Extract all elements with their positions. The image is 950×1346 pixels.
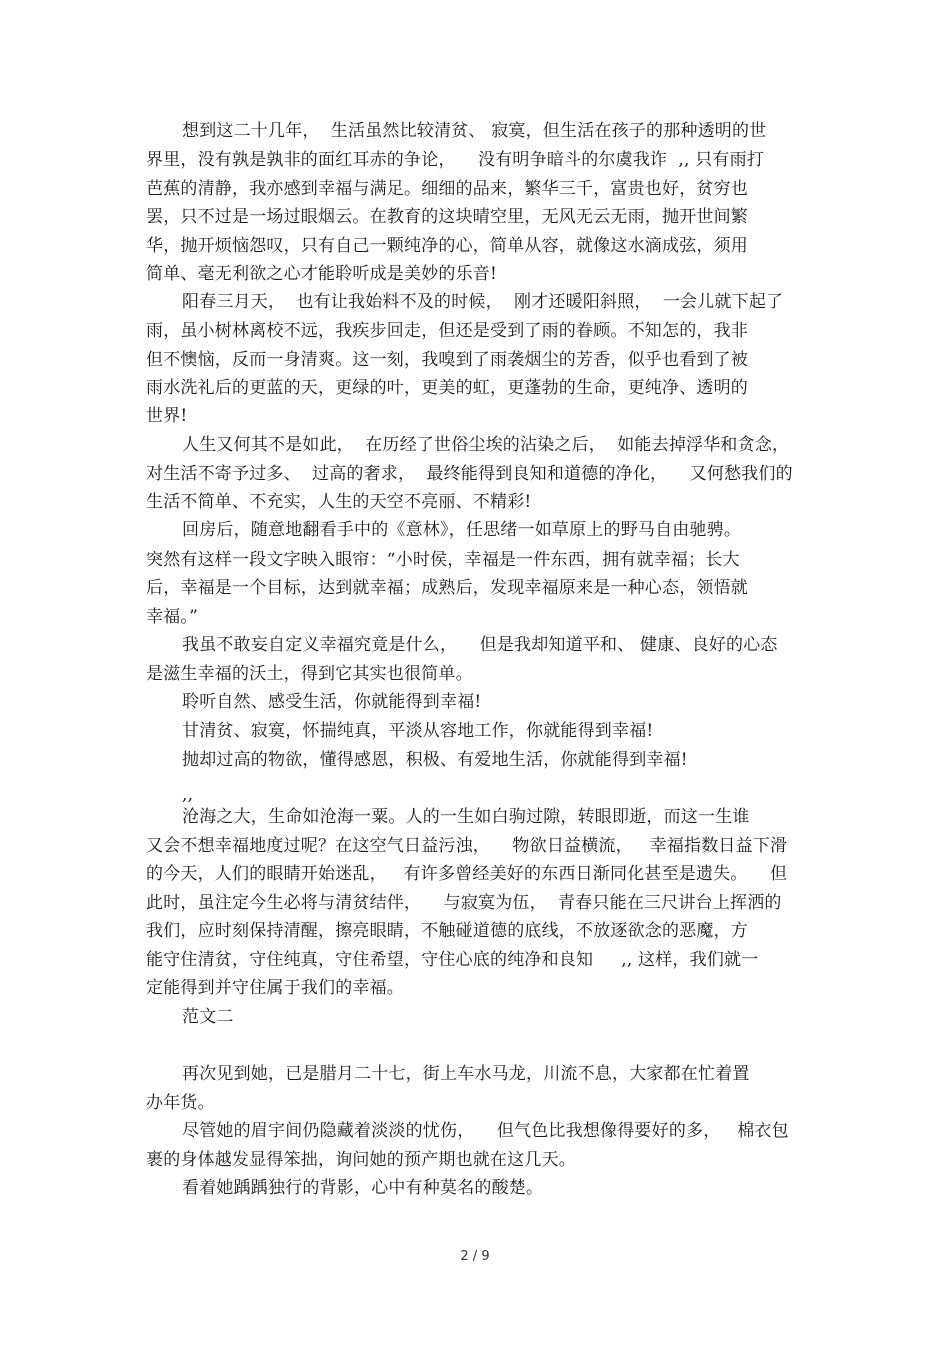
text-line: 阳春三月天， 也有让我始料不及的时候， 刚才还暖阳斜照， 一会儿就下起了 (182, 292, 784, 312)
text-line: 能守住清贫，守住纯真，守住希望，守住心底的纯净和良知 ,, 这样，我们就一 (146, 950, 759, 970)
text-line: 定能得到并守住属于我们的幸福。 (146, 978, 404, 998)
text-line: 后，幸福是一个目标，达到就幸福；成熟后，发现幸福原来是一种心态，领悟就 (146, 578, 748, 598)
text-line: 人生又何其不是如此， 在历经了世俗尘埃的沾染之后， 如能去掉浮华和贪念， (182, 435, 790, 455)
text-line: 雨水洗礼后的更蓝的天，更绿的叶，更美的虹，更蓬勃的生命，更纯净、透明的 (146, 378, 748, 398)
page-number: 2 / 9 (460, 1249, 490, 1264)
text-line: ,, (182, 785, 194, 805)
text-line: 聆听自然、感受生活，你就能得到幸福! (182, 692, 482, 712)
text-line: 尽管她的眉宇间仍隐藏着淡淡的忧伤， 但气色比我想像得要好的多， 棉衣包 (182, 1121, 789, 1141)
text-line: 是滋生幸福的沃土，得到它其实也很简单。 (146, 664, 473, 684)
text-line: 罢，只不过是一场过眼烟云。在教育的这块晴空里，无风无云无雨，抛开世间繁 (146, 207, 748, 227)
text-line: 我们，应时刻保持清醒，擦亮眼睛，不触碰道德的底线，不放逐欲念的恶魔，方 (146, 921, 748, 941)
text-line: 想到这二十几年， 生活虽然比较清贫、 寂寞，但生活在孩子的那种透明的世 (182, 121, 767, 141)
text-line: 的今天，人们的眼睛开始迷乱， 有许多曾经美好的东西日渐同化甚至是遗失。 但 (146, 864, 788, 884)
text-line: 办年货。 (146, 1093, 215, 1113)
text-line: 世界! (146, 406, 188, 426)
section-heading: 范文二 (182, 1007, 234, 1027)
text-line: 简单、毫无利欲之心才能聆听成是美妙的乐音! (146, 264, 498, 284)
text-line: 突然有这样一段文字映入眼帘：“小时侯，幸福是一件东西，拥有就幸福；长大 (146, 550, 740, 570)
text-line: 又会不想幸福地度过呢？在这空气日益污浊， 物欲日益横流， 幸福指数日益下滑 (146, 836, 788, 856)
text-line: 沧海之大，生命如沧海一粟。人的一生如白驹过隙，转眼即逝，而这一生谁 (182, 807, 750, 827)
text-line: 但不懊恼，反而一身清爽。这一刻，我嗅到了雨袭烟尘的芳香，似乎也看到了被 (146, 350, 748, 370)
text-line: 界里，没有孰是孰非的面红耳赤的争论， 没有明争暗斗的尔虞我诈 ,, 只有雨打 (146, 150, 765, 170)
text-line: 我虽不敢妄自定义幸福究竟是什么， 但是我却知道平和、 健康、良好的心态 (182, 635, 778, 655)
text-line: 甘清贫、寂寞，怀揣纯真，平淡从容地工作，你就能得到幸福! (182, 721, 654, 741)
text-line: 看着她踽踽独行的背影，心中有种莫名的酸楚。 (182, 1178, 544, 1198)
text-line: 抛却过高的物欲，懂得感恩，积极、有爱地生活，你就能得到幸福! (182, 750, 688, 770)
text-line: 回房后，随意地翻看手中的《意林》，任思绪一如草原上的野马自由驰骋。 (182, 520, 742, 540)
text-line: 雨，虽小树林离校不远，我疾步回走，但还是受到了雨的眷顾。不知怎的，我非 (146, 321, 748, 341)
text-line: 幸福。” (146, 607, 198, 627)
text-line: 芭蕉的清静，我亦感到幸福与满足。细细的品来，繁华三千，富贵也好，贫穷也 (146, 179, 748, 199)
text-line: 裹的身体越发显得笨拙，询问她的预产期也就在这几天。 (146, 1150, 576, 1170)
text-line: 再次见到她，已是腊月二十七，街上车水马龙，川流不息，大家都在忙着置 (182, 1064, 750, 1084)
text-line: 生活不简单、不充实，人生的天空不亮丽、不精彩! (146, 492, 532, 512)
text-line: 此时，虽注定今生必将与清贫结伴， 与寂寞为伍， 青春只能在三尺讲台上挥洒的 (146, 893, 782, 913)
text-line: 华，抛开烦恼怨叹，只有自己一颗纯净的心，简单从容，就像这水滴成弦，须用 (146, 236, 748, 256)
text-line: 对生活不寄予过多、 过高的奢求， 最终能得到良知和道德的净化， 又何愁我们的 (146, 464, 793, 484)
